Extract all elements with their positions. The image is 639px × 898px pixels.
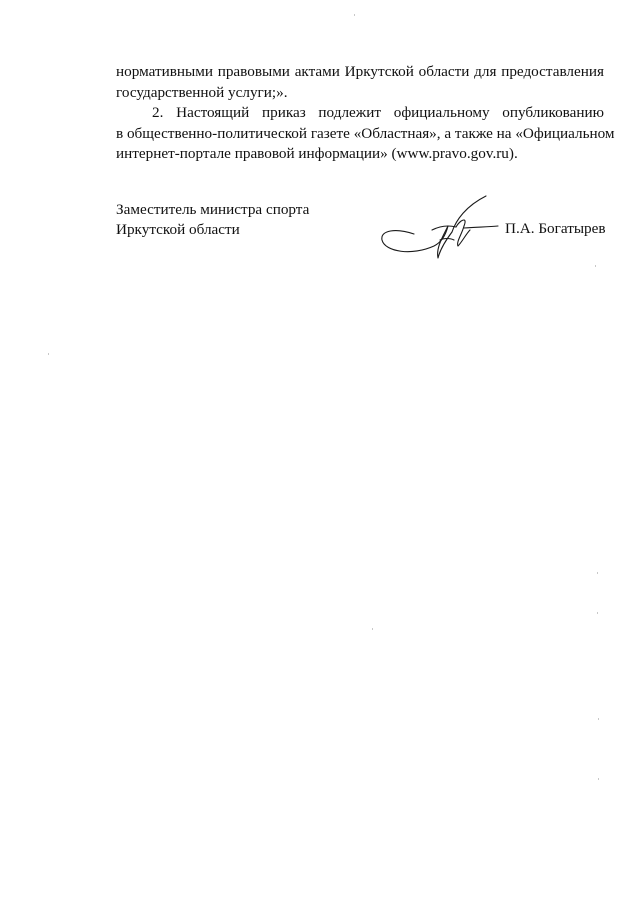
signatory-position-line-1: Заместитель министра спорта [116, 201, 310, 218]
scan-speck [597, 612, 598, 614]
paragraph-continuation-line-1: нормативными правовыми актами Иркутской области для предоставления [116, 63, 604, 80]
document-body [116, 62, 615, 165]
signatory-position-line-2: Иркутской области [116, 221, 240, 238]
scan-speck [598, 718, 599, 720]
paragraph-2-line-2: в общественно-политической газете «Областная», а также на «Официальном [116, 124, 615, 142]
scan-speck [598, 778, 599, 780]
paragraph-2-line-1: 2. Настоящий приказ подлежит официальному опубликованию [152, 104, 604, 122]
scan-speck [372, 628, 373, 630]
signatory-name: П.А. Богатырев [505, 220, 606, 237]
signatory-position [116, 200, 309, 240]
handwritten-signature [376, 190, 506, 270]
scan-speck [48, 353, 49, 355]
scan-speck [354, 14, 355, 16]
scan-speck [595, 265, 596, 267]
paragraph-2-line-3: интернет-портале правовой информации» (www.pravo.gov.ru). [116, 145, 518, 163]
paragraph-continuation-line-2: государственной услуги;». [116, 83, 288, 101]
scan-speck [597, 572, 598, 574]
